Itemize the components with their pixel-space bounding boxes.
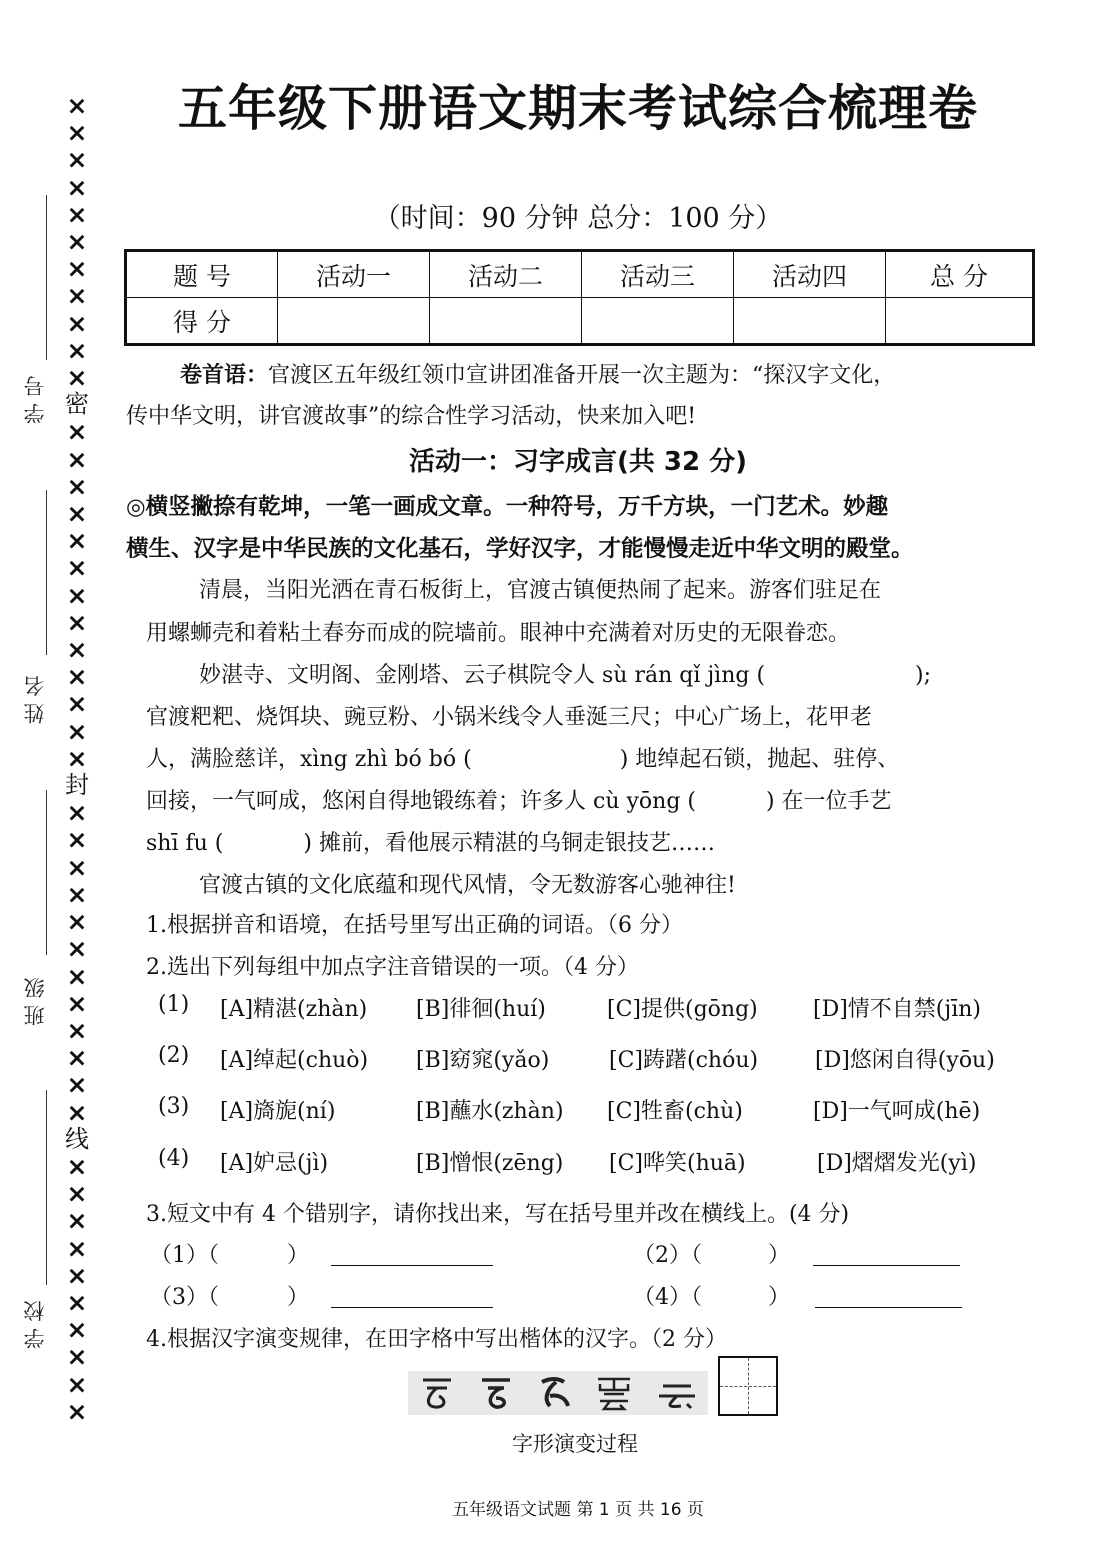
- seal-script-glyph-icon: [534, 1374, 574, 1412]
- q3-correction-line-1[interactable]: [331, 1265, 493, 1266]
- option-b[interactable]: [B]憎恨(zēng): [416, 1151, 564, 1176]
- passage-text: shī fu (: [146, 831, 224, 856]
- q3-item-open: （3）（: [150, 1285, 219, 1310]
- score-header-cell: 活动二: [430, 251, 582, 298]
- cross-mark: ×: [66, 363, 88, 393]
- cross-mark: ×: [66, 1369, 88, 1399]
- cross-mark: ×: [66, 1015, 88, 1045]
- q3-item-open: （1）（: [150, 1243, 219, 1268]
- option-d[interactable]: [D]悠闲自得(yōu): [815, 1048, 995, 1073]
- cross-mark: ×: [66, 607, 88, 637]
- question-2: 2.选出下列每组中加点字注音错误的一项。（4 分）: [146, 955, 639, 980]
- option-b[interactable]: [B]徘徊(huí): [416, 997, 546, 1022]
- option-c[interactable]: [C]哗笑(huā): [609, 1151, 746, 1176]
- option-b[interactable]: [B]窈窕(yǎo): [416, 1048, 550, 1073]
- character-evolution-image: [408, 1371, 708, 1415]
- q3-item-close: ）: [768, 1285, 791, 1310]
- cross-mark: ×: [66, 254, 88, 284]
- option-a[interactable]: [A]绰起(chuò): [220, 1048, 369, 1073]
- cursive-glyph-icon: [655, 1374, 699, 1412]
- intro-label: 卷首语：: [180, 363, 269, 388]
- passage-text: ) 在一位手艺: [765, 789, 892, 814]
- option-group-number: (3): [158, 1094, 190, 1119]
- lead-line-2: 横生、汉字是中华民族的文化基石，学好汉字，才能慢慢走近中华文明的殿堂。: [126, 536, 914, 562]
- cross-mark: ×: [66, 1206, 88, 1236]
- score-value-row: [126, 298, 1034, 345]
- cross-mark: ×: [66, 499, 88, 529]
- cross-mark: ×: [66, 417, 88, 447]
- cross-mark: ×: [66, 1287, 88, 1317]
- activity1-heading: 活动一：习字成言(共 32 分): [408, 447, 748, 477]
- cross-mark: ×: [66, 879, 88, 909]
- cross-mark: ×: [66, 199, 88, 229]
- cross-mark: ×: [66, 1043, 88, 1073]
- cross-mark: ×: [66, 227, 88, 257]
- option-group-number: (1): [158, 992, 190, 1017]
- q3-correction-line-4[interactable]: [815, 1307, 962, 1308]
- seal-char-feng: 封: [65, 771, 89, 800]
- option-group-2: [0, 1043, 1101, 1073]
- q3-correction-line-3[interactable]: [331, 1307, 493, 1308]
- passage-text: ) 地绰起石锁，抛起、驻停、: [619, 747, 900, 772]
- cross-mark: ×: [66, 1396, 88, 1426]
- cross-mark: ×: [66, 961, 88, 991]
- page-footer: 五年级语文试题 第 1 页 共 16 页: [452, 1500, 704, 1520]
- q3-item-open: （4）（: [633, 1285, 702, 1310]
- bronze-glyph-icon: [476, 1374, 516, 1412]
- cross-mark: ×: [66, 1315, 88, 1345]
- question-1: 1.根据拼音和语境，在括号里写出正确的词语。（6 分）: [146, 913, 683, 938]
- cross-mark: ×: [66, 1151, 88, 1181]
- option-d[interactable]: [D]熠熠发光(yì): [817, 1151, 977, 1176]
- option-c[interactable]: [C]提供(gōng): [607, 997, 758, 1022]
- option-group-4: [0, 1146, 1101, 1176]
- score-header-cell: 题 号: [126, 251, 278, 298]
- school-label: 学 校: [23, 1300, 47, 1350]
- cross-mark: ×: [66, 145, 88, 175]
- lead-line-1: ◎横竖撇捺有乾坤，一笔一画成文章。一种符号，万千方块，一门艺术。妙趣: [126, 494, 889, 520]
- evolution-caption: 字形演变过程: [512, 1432, 638, 1456]
- cross-mark: ×: [66, 1070, 88, 1100]
- cross-mark: ×: [66, 1179, 88, 1209]
- cross-mark: ×: [66, 308, 88, 338]
- passage-text: 回接，一气呵成，悠闲自得地锻练着；许多人 cù yōng (: [146, 789, 696, 814]
- cross-mark: ×: [66, 907, 88, 937]
- score-cell-activity3[interactable]: [582, 298, 734, 345]
- cross-mark: ×: [66, 580, 88, 610]
- grid-vertical-guide: [748, 1358, 749, 1414]
- option-c[interactable]: [C]牲畜(chù): [607, 1099, 743, 1124]
- exam-title: 五年级下册语文期末考试综合梳理卷: [177, 80, 978, 137]
- score-cell-activity2[interactable]: [430, 298, 582, 345]
- passage-line-2: 用螺蛳壳和着粘土春夯而成的院墙前。眼神中充满着对历史的无限眷恋。: [146, 621, 851, 646]
- cross-mark: ×: [66, 825, 88, 855]
- passage-text: 人，满脸慈详，xìng zhì bó bó (: [146, 747, 472, 772]
- cross-mark: ×: [66, 934, 88, 964]
- name-line[interactable]: [46, 490, 47, 655]
- cross-mark: ×: [66, 118, 88, 148]
- passage-line-4: 官渡粑粑、烧饵块、豌豆粉、小锅米线令人垂涎三尺；中心广场上，花甲老: [146, 705, 873, 730]
- cross-mark: ×: [66, 444, 88, 474]
- cross-mark: ×: [66, 852, 88, 882]
- class-label: 班 级: [23, 977, 47, 1027]
- score-cell-activity1[interactable]: [278, 298, 430, 345]
- score-table: [124, 249, 1035, 346]
- score-row-label: 得 分: [126, 298, 278, 345]
- score-header-cell: 活动一: [278, 251, 430, 298]
- option-b[interactable]: [B]蘸水(zhàn): [416, 1099, 564, 1124]
- seal-line-crosses: [64, 92, 90, 1425]
- student-no-label: 学 号: [23, 375, 47, 425]
- score-header-cell: 活动四: [734, 251, 886, 298]
- q3-item-1: [150, 1238, 309, 1269]
- clerical-glyph-icon: [592, 1374, 636, 1412]
- passage-line-8: 官渡古镇的文化底蕴和现代风情，令无数游客心驰神往!: [199, 873, 736, 898]
- intro-line-2: 传中华文明，讲官渡故事”的综合性学习活动，快来加入吧!: [126, 404, 697, 429]
- question-4: 4.根据汉字演变规律，在田字格中写出楷体的汉字。（2 分）: [146, 1327, 727, 1352]
- option-group-number: (4): [158, 1146, 190, 1171]
- oracle-bone-glyph-icon: [417, 1374, 457, 1412]
- option-d[interactable]: [D]一气呵成(hē): [813, 1099, 981, 1124]
- q3-item-open: （2）（: [633, 1243, 702, 1268]
- tianzige-writing-grid[interactable]: [718, 1356, 778, 1416]
- q3-item-close: ）: [287, 1285, 310, 1310]
- q3-correction-line-2[interactable]: [813, 1265, 960, 1266]
- cross-mark: ×: [66, 662, 88, 692]
- passage-line-1: 清晨，当阳光洒在青石板街上，官渡古镇便热闹了起来。游客们驻足在: [199, 578, 882, 603]
- option-group-number: (2): [158, 1043, 190, 1068]
- q3-item-4: [633, 1280, 790, 1311]
- cross-mark: ×: [66, 988, 88, 1018]
- cross-mark: ×: [66, 716, 88, 746]
- cross-mark: ×: [66, 1342, 88, 1372]
- cross-mark: ×: [66, 471, 88, 501]
- exam-subtitle: （时间：90 分钟 总分：100 分）: [373, 203, 783, 234]
- cross-mark: ×: [66, 743, 88, 773]
- score-cell-activity4[interactable]: [734, 298, 886, 345]
- cross-mark: ×: [66, 1233, 88, 1263]
- option-c[interactable]: [C]踌躇(chóu): [609, 1048, 759, 1073]
- q3-item-close: ）: [768, 1243, 791, 1268]
- cross-mark: ×: [66, 635, 88, 665]
- q3-item-3: [150, 1280, 309, 1311]
- cross-mark: ×: [66, 281, 88, 311]
- cross-mark: ×: [66, 798, 88, 828]
- passage-text: ) 摊前，看他展示精湛的乌铜走银技艺……: [303, 831, 715, 856]
- cross-mark: ×: [66, 172, 88, 202]
- option-a[interactable]: [A]旖旎(ní): [220, 1099, 336, 1124]
- option-a[interactable]: [A]妒忌(jì): [220, 1151, 329, 1176]
- intro-line-1: [180, 358, 895, 389]
- seal-char-mi: 密: [65, 390, 89, 419]
- score-cell-total[interactable]: [886, 298, 1034, 345]
- cross-mark: ×: [66, 91, 88, 120]
- intro-text-1: 官渡区五年级红领巾宣讲团准备开展一次主题为：“探汉字文化，: [268, 363, 896, 388]
- score-header-cell: 活动三: [582, 251, 734, 298]
- option-group-3: [0, 1094, 1101, 1127]
- cross-mark: ×: [66, 335, 88, 365]
- cross-mark: ×: [66, 526, 88, 556]
- class-line[interactable]: [46, 790, 47, 955]
- passage-line-7: [146, 826, 715, 857]
- seal-char-xian: 线: [65, 1124, 89, 1153]
- cross-mark: ×: [66, 1097, 88, 1127]
- cross-mark: ×: [66, 553, 88, 583]
- q3-item-close: ）: [287, 1243, 310, 1268]
- passage-text: 妙湛寺、文明阁、金刚塔、云子棋院令人 sù rán qǐ jìng (: [199, 663, 766, 688]
- cross-mark: ×: [66, 1260, 88, 1290]
- score-header-cell: 总 分: [886, 251, 1034, 298]
- option-group-1: [0, 988, 1101, 1022]
- option-d[interactable]: [D]情不自禁(jīn): [813, 997, 981, 1022]
- passage-line-6: [146, 784, 892, 815]
- option-a[interactable]: [A]精湛(zhàn): [220, 997, 368, 1022]
- q3-item-2: [633, 1238, 790, 1269]
- passage-line-3: [199, 658, 931, 689]
- name-label: 姓 名: [23, 675, 47, 725]
- question-3: 3.短文中有 4 个错别字，请你找出来，写在括号里并改在横线上。(4 分): [146, 1202, 850, 1227]
- passage-text: );: [915, 663, 932, 688]
- cross-mark: ×: [66, 689, 88, 719]
- passage-line-5: [146, 742, 899, 773]
- score-header-row: [126, 251, 1034, 298]
